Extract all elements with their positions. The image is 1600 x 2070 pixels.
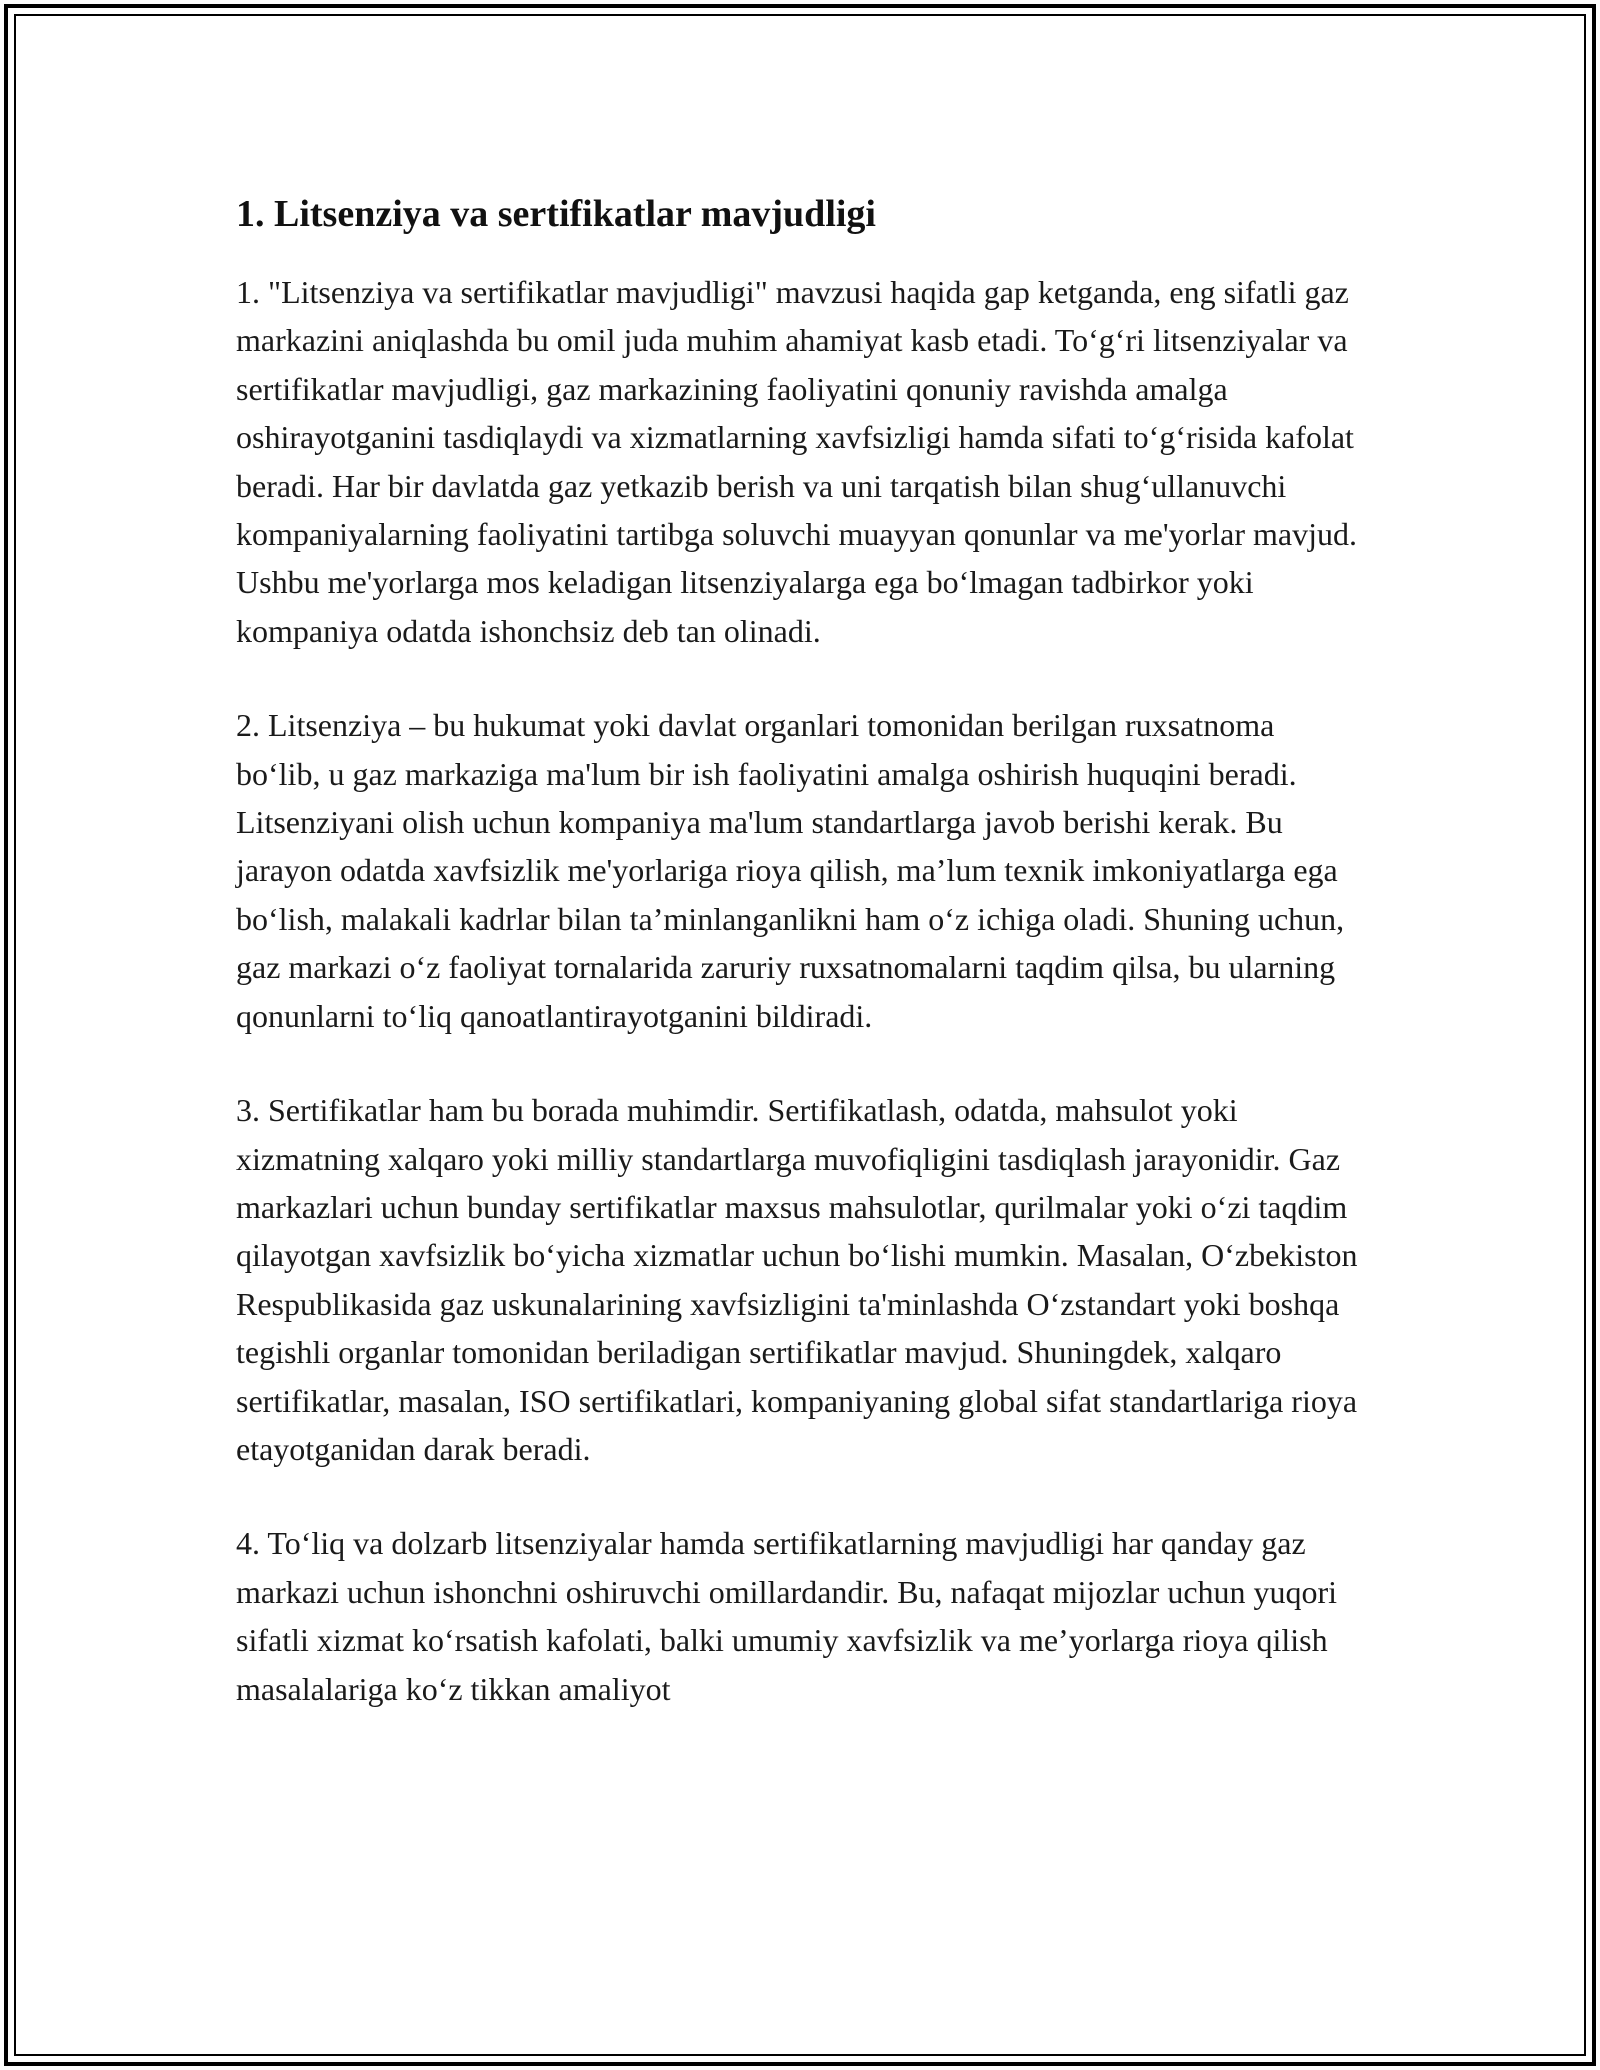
page-title: 1. Litsenziya va sertifikatlar mavjudligi xyxy=(236,193,876,235)
paragraph-1: 1. "Litsenziya va sertifikatlar mavjudligi" mavzusi haqida gap ketganda, eng sifatli gaz markazini aniqlashda bu omil juda muhim ahamiyat kasb etadi. To‘g‘ri litsenziyalar va sertifikatlar mavjudligi, gaz markazining faoliyatini qonuniy ravishda amalga oshirayotganini tasdiqlaydi va xizmatlarning xavfsizligi hamda sifati to‘g‘risida kafolat beradi. Har bir davlatda gaz yetkazib berish va uni tarqatish bilan shug‘ullanuvchi kompaniyalarning faoliyatini tartibga soluvchi muayyan qonunlar va me'yorlar mavjud. Ushbu me'yorlarga mos keladigan litsenziyalarga ega bo‘lmagan tadbirkor yoki kompaniya odatda ishonchsiz deb tan olinadi. xyxy=(236,274,1358,649)
paragraph-4: 4. To‘liq va dolzarb litsenziyalar hamda sertifikatlarning mavjudligi har qanday gaz markazi uchun ishonchni oshiruvchi omillardandir. Bu, nafaqat mijozlar uchun yuqori sifatli xizmat ko‘rsatish kafolati, balki umumiy xavfsizlik va me’yorlarga rioya qilish masalalariga ko‘z tikkan amaliyot xyxy=(236,1525,1338,1707)
document-body xyxy=(236,186,1366,1759)
paragraph-2: 2. Litsenziya – bu hukumat yoki davlat organlari tomonidan berilgan ruxsatnoma bo‘lib, u gaz markaziga ma'lum bir ish faoliyatini amalga oshirish huquqini beradi. Litsenziyani olish uchun kompaniya ma'lum standartlarga javob berishi kerak. Bu jarayon odatda xavfsizlik me'yorlariga rioya qilish, ma’lum texnik imkoniyatlarga ega bo‘lish, malakali kadrlar bilan ta’minlanganlikni ham o‘z ichiga oladi. Shuning uchun, gaz markazi o‘z faoliyat tornalarida zaruriy ruxsatnomalarni taqdim qilsa, bu ularning qonunlarni to‘liq qanoatlantirayotganini bildiradi. xyxy=(236,707,1345,1034)
paragraph-3: 3. Sertifikatlar ham bu borada muhimdir. Sertifikatlash, odatda, mahsulot yoki xizmatning xalqaro yoki milliy standartlarga muvofiqligini tasdiqlash jarayonidir. Gaz markazlari uchun bunday sertifikatlar maxsus mahsulotlar, qurilmalar yoki o‘zi taqdim qilayotgan xavfsizlik bo‘yicha xizmatlar uchun bo‘lishi mumkin. Masalan, O‘zbekiston Respublikasida gaz uskunalarining xavfsizligini ta'minlashda O‘zstandart yoki boshqa tegishli organlar tomonidan beriladigan sertifikatlar mavjud. Shuningdek, xalqaro sertifikatlar, masalan, ISO sertifikatlari, kompaniyaning global sifat standartlariga rioya etayotganidan darak beradi. xyxy=(236,1092,1358,1467)
